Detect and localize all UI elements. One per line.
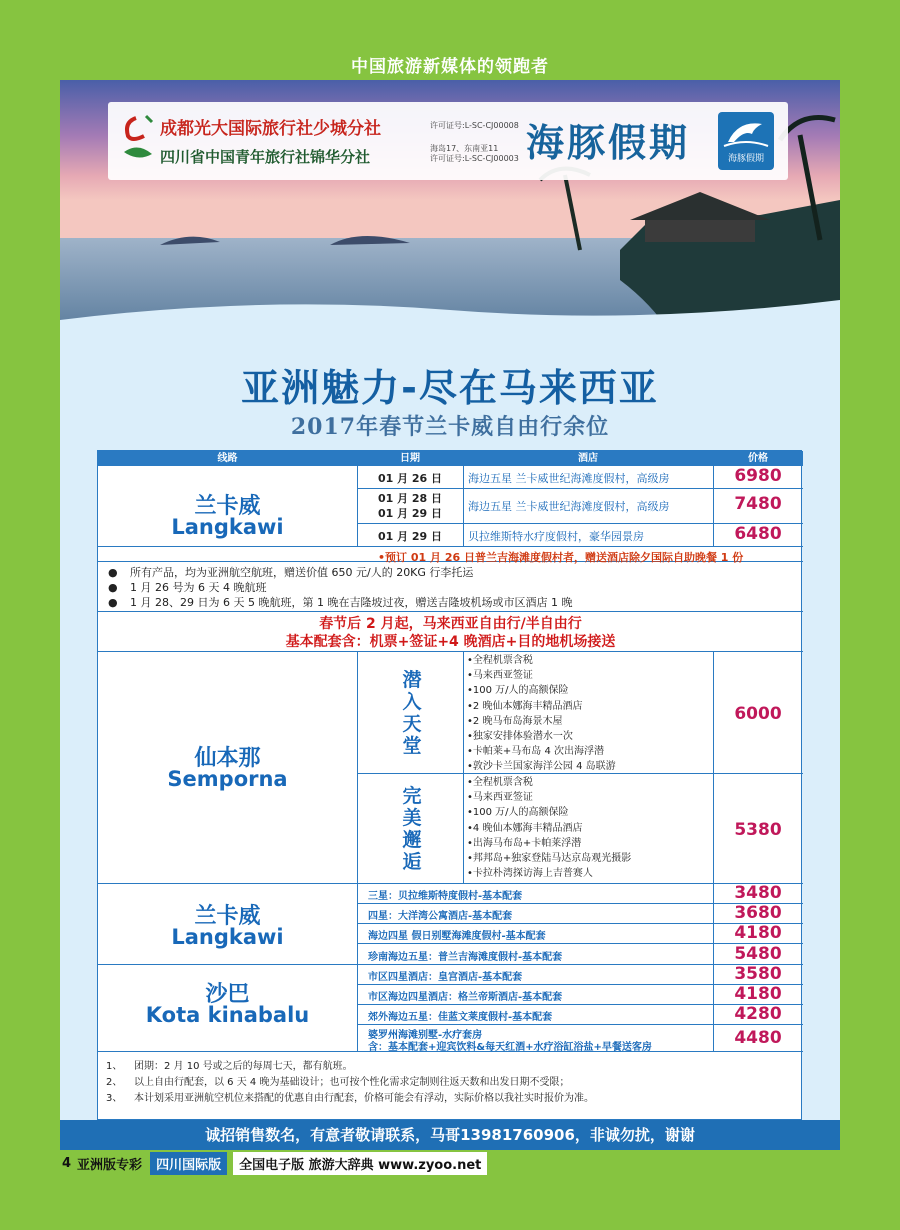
option-text: 市区海边四星酒店：格兰帝斯酒店-基本配套 [368, 992, 563, 1003]
package-name: 完美邂逅 [402, 785, 422, 873]
row-price: 6980 [734, 466, 782, 486]
note-text: 1 月 26 号为 6 天 4 晚航班 [130, 581, 267, 594]
footnote-text: 本计划采用亚洲航空机位来搭配的优惠自由行配套，价格可能会有浮动，实际价格以我社实时报价为准。 [134, 1093, 594, 1104]
feature: •马来西亚签证 [467, 792, 533, 804]
row-date: 01 月 29 日 [377, 530, 443, 543]
feature: •2 晚仙本娜海丰精品酒店 [467, 700, 583, 712]
footnote-text: 以上自由行配套，以 6 天 4 晚为基础设计；也可按个性化需求定制则往返天数和出发日期不受限； [134, 1077, 570, 1088]
option-price: 4280 [734, 1004, 782, 1024]
option-text: 市区四星酒店：皇宫酒店-基本配套 [368, 972, 523, 983]
option-price: 3680 [734, 903, 782, 923]
header-price: 价格 [713, 451, 803, 466]
note-item [108, 579, 266, 595]
row-date: 01 月 26 日 [377, 472, 443, 485]
row-hotel: 海边五星 兰卡威世纪海滩度假村，高级房 [468, 500, 670, 513]
agency-name-1: 成都光大国际旅行社少城分社 [160, 119, 381, 139]
feature: •全程机票含税 [467, 777, 533, 788]
footnote-text: 团期：2 月 10 号或之后的每周七天，都有航班。 [134, 1061, 353, 1072]
region-tag: 四川国际版 [150, 1152, 227, 1175]
feature: •卡拉朴湾探访海上吉普赛人 [467, 868, 593, 880]
package-features [467, 653, 616, 775]
footnote [106, 1089, 594, 1104]
option-text: 珍南海边五星：普兰吉海滩度假村-基本配套 [368, 952, 563, 963]
bullet: ● [108, 596, 118, 609]
route-langkawi-basic-en: Langkawi [171, 925, 284, 949]
feature: •100 万/人的高额保险 [467, 807, 569, 819]
feature: •2 晚马布岛海景木屋 [467, 715, 563, 727]
agency-logo-icon [116, 112, 160, 168]
highlight-line-2: 基本配套含：机票+签证+4 晚酒店+目的地机场接送 [285, 634, 616, 650]
footnote [106, 1057, 353, 1072]
option-price: 3480 [734, 883, 782, 903]
contact-bar: 诚招销售数名，有意者敬请联系，马哥13981760906，非诚勿扰，谢谢 [60, 1120, 840, 1150]
row-hotel: 海边五星 兰卡威世纪海滩度假村，高级房 [468, 472, 670, 485]
footnote-num: 3、 [106, 1093, 123, 1104]
note-text: 1 月 28、29 日为 6 天 5 晚航班，第 1 晚在吉隆坡过夜，赠送吉隆坡机场或市区酒店 1 晚 [130, 596, 573, 609]
feature: •出海马布岛+卡帕莱浮潜 [467, 837, 582, 849]
route-sabah-cn: 沙巴 [205, 982, 250, 1007]
option-text: 郊外海边五星：佳蓝文莱度假村-基本配套 [368, 1012, 553, 1023]
tour-table [97, 450, 802, 1120]
feature: •马来西亚签证 [467, 670, 533, 682]
package-name: 潜入天堂 [402, 669, 422, 757]
divider [357, 1024, 803, 1025]
row-price: 6480 [734, 524, 782, 544]
note-item [108, 594, 572, 610]
option-text: 三星：贝拉维斯特度假村-基本配套 [368, 891, 523, 902]
row-date: 01 月 28 日 [377, 492, 443, 505]
note-item [108, 564, 473, 580]
option-price: 5480 [734, 944, 782, 964]
package-price: 5380 [734, 820, 782, 840]
page-number: 4 [62, 1155, 72, 1171]
route-langkawi-cn: 兰卡威 [194, 494, 261, 519]
feature: •全程机票含税 [467, 655, 533, 666]
permit-2-line-1: 海岛17、东南亚11 [430, 144, 499, 153]
option-text: 海边四星 假日别墅海滩度假村-基本配套 [368, 931, 546, 942]
slogan: 中国旅游新媒体的领跑者 [351, 57, 549, 77]
footnote [106, 1073, 569, 1088]
brand-name: 海豚假期 [526, 120, 691, 165]
highlight-line-1: 春节后 2 月起，马来西亚自由行/半自由行 [319, 616, 582, 632]
option-price: 4480 [734, 1028, 782, 1048]
header-hotel: 酒店 [463, 451, 713, 466]
feature: •100 万/人的高额保险 [467, 685, 569, 697]
dolphin-icon [718, 112, 774, 152]
feature: •卡帕莱+马布岛 4 次出海浮潜 [467, 746, 604, 758]
dolphin-logo [718, 112, 774, 170]
package-price: 6000 [734, 704, 782, 724]
route-sabah-en: Kota kinabalu [145, 1003, 310, 1027]
divider [357, 488, 803, 489]
footnote-num: 1、 [106, 1061, 123, 1072]
site-link[interactable]: 全国电子版 旅游大辞典 www.zyoo.net [233, 1152, 487, 1175]
feature: •独家安排体验潜水一次 [467, 731, 573, 743]
bullet: ● [108, 566, 118, 579]
row-hotel: 贝拉维斯特水疗度假村，豪华园景房 [468, 530, 644, 543]
footnote-num: 2、 [106, 1077, 123, 1088]
divider [98, 883, 803, 884]
route-langkawi-basic-cn: 兰卡威 [194, 904, 261, 929]
option-text: 婆罗州海滩别墅-水疗套房 [368, 1030, 483, 1041]
feature: •敦沙卡兰国家海洋公园 4 岛联游 [467, 761, 616, 773]
brand-logo-label: 海豚假期 [727, 154, 764, 164]
agency-name-2: 四川省中国青年旅行社锦华分社 [160, 148, 371, 166]
row-date-2: 01 月 29 日 [377, 507, 443, 520]
feature: •邦邦岛+独家登陆马达京岛观光摄影 [467, 853, 632, 865]
route-langkawi-en: Langkawi [171, 515, 284, 539]
divider [463, 651, 464, 883]
option-price: 3580 [734, 964, 782, 984]
note-text: 所有产品，均为亚洲航空航班，赠送价值 650 元/人的 20KG 行李托运 [130, 566, 474, 579]
route-semporna-en: Semporna [167, 767, 288, 791]
permit-2 [430, 144, 519, 164]
row-price: 7480 [734, 494, 782, 514]
agency-banner [108, 102, 788, 180]
divider [713, 651, 714, 883]
option-text-2: 含：基本配套+迎宾饮料&每天红酒+水疗浴缸浴盐+早餐送客房 [368, 1042, 652, 1053]
option-text: 四星：大洋湾公寓酒店-基本配套 [368, 911, 513, 922]
divider [98, 611, 803, 612]
permit-2-line-2: 许可证号:L-SC-CJ00003 [430, 154, 519, 163]
option-price: 4180 [734, 984, 782, 1004]
header-route: 线路 [98, 451, 357, 466]
package-features [467, 775, 631, 881]
divider [357, 651, 358, 883]
permit-1: 许可证号:L-SC-CJ00008 [430, 121, 519, 130]
promo-note: •预订 01 月 26 日普兰吉海滩度假村者，赠送酒店除夕国际自助晚餐 1 份 [378, 551, 744, 564]
divider [357, 883, 358, 1051]
divider [98, 546, 803, 547]
content-panel [60, 80, 840, 1150]
bullet: ● [108, 581, 118, 594]
route-semporna-cn: 仙本那 [194, 746, 261, 771]
divider [98, 964, 803, 965]
main-title: 亚洲魅力-尽在马来西亚 [241, 366, 659, 410]
sub-title: 2017年春节兰卡威自由行余位 [290, 414, 610, 440]
divider [463, 466, 464, 546]
divider [98, 651, 803, 652]
option-price: 4180 [734, 923, 782, 943]
header-date: 日期 [357, 451, 463, 466]
edition-tag: 亚洲版专彩 [77, 1157, 143, 1173]
page-footer [62, 1152, 487, 1174]
feature: •4 晚仙本娜海丰精品酒店 [467, 822, 583, 834]
